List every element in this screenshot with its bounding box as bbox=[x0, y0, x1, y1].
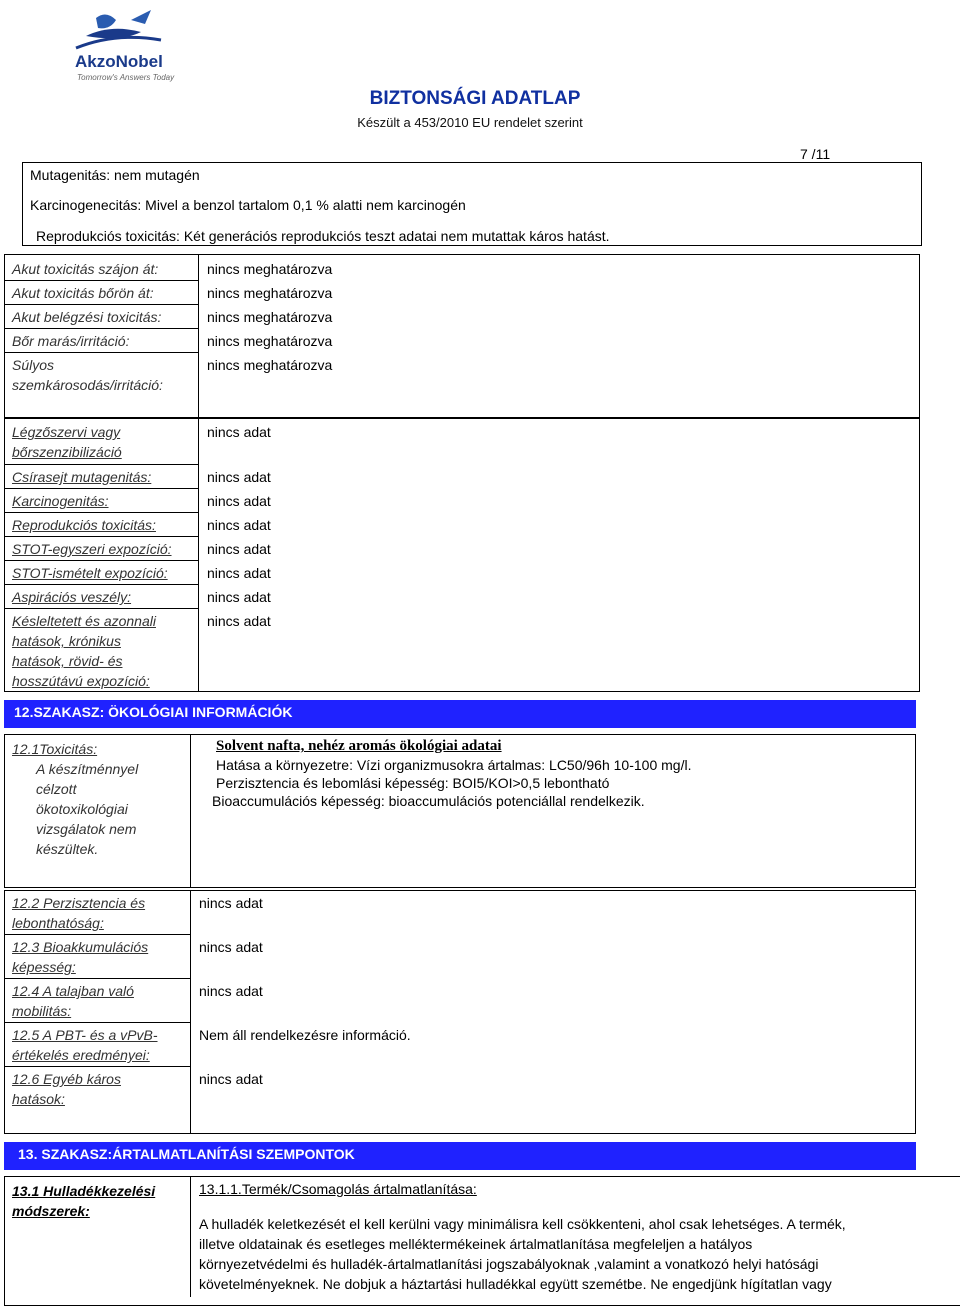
sens-label: hatások, rövid- és bbox=[12, 653, 123, 669]
eco-row-value: nincs adat bbox=[199, 895, 263, 911]
toxicity-label: 12.1Toxicitás: bbox=[12, 741, 98, 757]
acute-value: nincs meghatározva bbox=[207, 333, 333, 349]
waste-text-line: illetve oldatainak és esetleges melléktermékeinek ártalmatlanítása megfeleljen a hatályos bbox=[199, 1236, 753, 1252]
sens-label: Aspirációs veszély: bbox=[12, 589, 132, 605]
acute-value: nincs meghatározva bbox=[207, 261, 333, 277]
eco-row-value: nincs adat bbox=[199, 983, 263, 999]
waste-method-label: 13.1 Hulladékkezelési bbox=[12, 1183, 156, 1199]
toxicity-desc: célzott bbox=[36, 781, 77, 797]
sens-label: bőrszenzibilizáció bbox=[12, 444, 122, 460]
eco-row-label: értékelés eredményei: bbox=[12, 1047, 150, 1063]
toxicity-desc: vizsgálatok nem bbox=[36, 821, 137, 837]
section-13-header: 13. SZAKASZ:ÁRTALMATLANÍTÁSI SZEMPONTOK bbox=[4, 1142, 916, 1170]
logo-tagline: Tomorrow's Answers Today bbox=[77, 73, 175, 82]
eco-data-title: Solvent nafta, nehéz aromás ökológiai adatai bbox=[216, 738, 502, 754]
eco-row-label: lebonthatóság: bbox=[12, 915, 104, 931]
acute-value: nincs meghatározva bbox=[207, 285, 333, 301]
acute-label: Akut toxicitás bőrön át: bbox=[12, 285, 154, 301]
eco-row-label: 12.6 Egyéb káros bbox=[12, 1071, 121, 1087]
sens-label: STOT-ismételt expozíció: bbox=[12, 565, 168, 581]
sens-value: nincs adat bbox=[207, 517, 271, 533]
acute-label: Akut toxicitás szájon át: bbox=[12, 261, 159, 277]
acute-value: nincs meghatározva bbox=[207, 309, 333, 325]
acute-label: szemkárosodás/irritáció: bbox=[12, 377, 163, 393]
sens-label: Csírasejt mutagenitás: bbox=[12, 469, 152, 485]
eco-row-label: képesség: bbox=[12, 959, 76, 975]
eco-row-value: nincs adat bbox=[199, 1071, 263, 1087]
eco-row-label: 12.2 Perzisztencia és bbox=[12, 895, 146, 911]
document-title: BIZTONSÁGI ADATLAP bbox=[369, 88, 581, 109]
sens-label: Karcinogenitás: bbox=[12, 493, 109, 509]
sens-label: Reprodukciós toxicitás: bbox=[12, 517, 156, 533]
reproductive-text: Reprodukciós toxicitás: Két generációs reprodukciós teszt adatai nem mutattak káros hatást. bbox=[36, 228, 610, 244]
waste-method-label: módszerek: bbox=[12, 1203, 90, 1219]
sens-value: nincs adat bbox=[207, 565, 271, 581]
page-number: 7 /11 bbox=[800, 146, 831, 162]
sens-value: nincs adat bbox=[207, 613, 271, 629]
acute-label: Súlyos bbox=[12, 357, 55, 373]
eco-row-label: mobilitás: bbox=[12, 1003, 72, 1019]
logo-text: AkzoNobel bbox=[75, 52, 163, 71]
sens-label: Késleltetett és azonnali bbox=[12, 613, 156, 629]
eco-line: Bioaccumulációs képesség: bioaccumulációs potenciállal rendelkezik. bbox=[212, 793, 645, 809]
sens-label: Légzőszervi vagy bbox=[12, 424, 121, 440]
eco-line: Hatása a környezetre: Vízi organizmusokra ártalmas: LC50/96h 10-100 mg/l. bbox=[216, 757, 692, 773]
waste-text-line: környezetvédelmi és hulladék-ártalmatlanítási jogszabályoknak ,valamint a vonatkozó helyi hatósági bbox=[199, 1256, 819, 1272]
waste-sub-heading: 13.1.1.Termék/Csomagolás ártalmatlanítása: bbox=[199, 1181, 477, 1197]
eco-row-label: 12.5 A PBT- és a vPvB- bbox=[12, 1027, 158, 1043]
waste-text-line: követelményeknek. Ne dobjuk a háztartási hulladékkal együtt szemétbe. Ne engedjünk hígítatlan vagy bbox=[199, 1276, 832, 1292]
carcinogenicity-text: Karcinogenecitás: Mivel a benzol tartalom 0,1 % alatti nem karcinogén bbox=[30, 197, 466, 213]
eco-row-label: hatások: bbox=[12, 1091, 65, 1107]
mutagenicity-text: Mutagenitás: nem mutagén bbox=[30, 167, 200, 183]
sens-value: nincs adat bbox=[207, 424, 271, 440]
sens-value: nincs adat bbox=[207, 493, 271, 509]
sens-label: STOT-egyszeri expozíció: bbox=[12, 541, 172, 557]
eco-row-label: 12.3 Bioakkumulációs bbox=[12, 939, 149, 955]
eco-line: Perzisztencia és lebomlási képesség: BOI5/KOI>0,5 lebontható bbox=[216, 775, 610, 791]
document-subtitle: Készült a 453/2010 EU rendelet szerint bbox=[357, 115, 583, 130]
toxicity-desc: A készítménnyel bbox=[36, 761, 139, 777]
sens-label: hosszútávú expozíció: bbox=[12, 673, 150, 689]
eco-row-label: 12.4 A talajban való bbox=[12, 983, 134, 999]
toxicity-desc: ökotoxikológiai bbox=[36, 801, 128, 817]
sens-value: nincs adat bbox=[207, 541, 271, 557]
waste-text-line: A hulladék keletkezését el kell kerülni vagy minimálisra kell csökkenteni, ahol csak lehetséges. A termék, bbox=[199, 1216, 846, 1232]
sens-label: hatások, krónikus bbox=[12, 633, 121, 649]
acute-label: Bőr marás/irritáció: bbox=[12, 333, 130, 349]
eco-row-value: nincs adat bbox=[199, 939, 263, 955]
toxicity-desc: készültek. bbox=[36, 841, 99, 857]
sens-value: nincs adat bbox=[207, 469, 271, 485]
acute-value: nincs meghatározva bbox=[207, 357, 333, 373]
eco-properties-table bbox=[4, 890, 916, 1134]
acute-label: Akut belégzési toxicitás: bbox=[12, 309, 162, 325]
section-12-header: 12.SZAKASZ: ÖKOLÓGIAI INFORMÁCIÓK bbox=[4, 700, 916, 728]
eco-row-value: Nem áll rendelkezésre információ. bbox=[199, 1027, 411, 1043]
sens-value: nincs adat bbox=[207, 589, 271, 605]
